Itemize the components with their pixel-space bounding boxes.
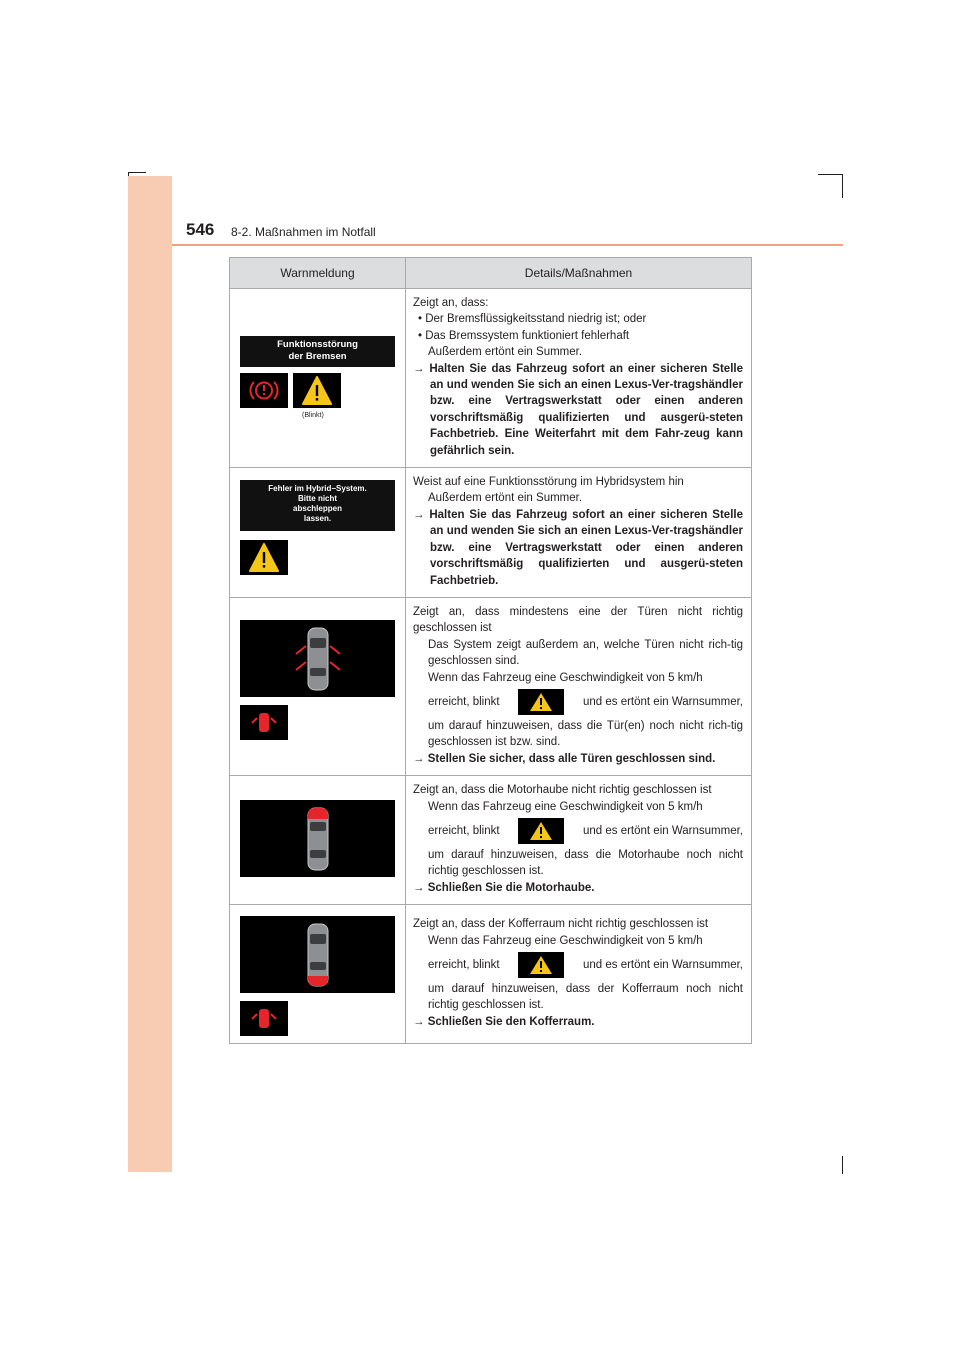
message-text: abschleppen (293, 504, 342, 514)
master-warning-icon (518, 689, 564, 715)
action-label: Schließen Sie den Kofferraum. (427, 1015, 595, 1028)
table-row (230, 905, 752, 1044)
detail-text: Zeigt an, dass: (413, 297, 489, 309)
blink-note: (Blinkt) (302, 412, 324, 419)
page-number: 546 (186, 220, 215, 239)
crop-mark (842, 174, 843, 198)
warning-display-cell (230, 776, 406, 905)
vehicle-door-display (240, 620, 395, 697)
crop-mark (842, 1156, 843, 1174)
door-open-icon (240, 705, 288, 740)
detail-text: und es ertönt ein Warnsummer, (582, 695, 743, 708)
action-label: Halten Sie das Fahrzeug sofort an einer sicheren Stelle an und wenden Sie sich an einen Lexus-Ver-tragshändler bzw. eine Vertragswerkstatt oder einen anderen vorschriftsmäßig qualifizierten und ausgerü-steten Fachbetrieb. Eine Weiterfahrt mit dem Fahr-zeug kann gefährlich sein. (429, 362, 743, 457)
door-open-icon (240, 1001, 288, 1036)
detail-text: erreicht, blinkt (428, 695, 500, 708)
message-text: der Bremsen (288, 351, 347, 362)
details-cell (406, 597, 752, 775)
crop-mark (128, 172, 129, 176)
detail-text: Außerdem ertönt ein Summer. (428, 492, 583, 505)
table-header-row (230, 258, 752, 289)
warning-display-cell (230, 289, 406, 468)
warning-display-cell (230, 597, 406, 775)
column-header-warning: Warnmeldung (230, 258, 406, 289)
warning-display-cell (230, 905, 406, 1044)
details-cell (406, 289, 752, 468)
master-warning-icon (518, 952, 564, 978)
warning-table (229, 257, 752, 1044)
action-label: Stellen Sie sicher, dass alle Türen geschlossen sind. (427, 752, 716, 765)
master-warning-icon (293, 373, 341, 408)
detail-text: um darauf hinzuweisen, dass die Tür(en) noch nicht rich-tig geschlossen ist bzw. sind. (428, 719, 743, 749)
table-row (230, 289, 752, 468)
detail-text: und es ertönt ein Warnsummer, (582, 958, 743, 971)
detail-text: und es ertönt ein Warnsummer, (582, 824, 743, 837)
arrow-icon: → (413, 752, 425, 765)
arrow-icon: → (413, 881, 425, 894)
detail-text: Weist auf eine Funktionsstörung im Hybridsystem hin (413, 476, 684, 489)
detail-text: Wenn das Fahrzeug eine Geschwindigkeit von 5 km/h (428, 671, 703, 684)
message-text: Fehler im Hybrid−System. (268, 484, 367, 494)
detail-text: Wenn das Fahrzeug eine Geschwindigkeit von 5 km/h (428, 800, 703, 813)
bullet-text: Das Bremssystem funktioniert fehlerhaft (425, 329, 630, 342)
bullet-item: • Das Bremssystem funktioniert fehlerhaft (418, 329, 630, 342)
message-text: Bitte nicht (297, 494, 338, 504)
arrow-icon: → (413, 1015, 425, 1028)
message-text: lassen. (303, 514, 332, 524)
detail-text: Das System zeigt außerdem an, welche Türen nicht rich-tig geschlossen sind. (428, 638, 743, 668)
table-row (230, 597, 752, 775)
action-text (413, 361, 743, 459)
blink-line (413, 952, 743, 978)
bullet-item: • Der Bremsflüssigkeitsstand niedrig ist; oder (418, 313, 647, 326)
blink-line (413, 689, 743, 715)
vehicle-trunk-display (240, 916, 395, 993)
action-label: Schließen Sie die Motorhaube. (427, 881, 595, 894)
detail-text: Zeigt an, dass die Motorhaube nicht richtig geschlossen ist (413, 784, 712, 797)
message-display (240, 480, 395, 531)
detail-text: um darauf hinzuweisen, dass der Kofferraum noch nicht richtig geschlossen ist. (428, 982, 743, 1012)
message-text: Funktionsstörung (277, 339, 358, 350)
detail-text: Zeigt an, dass der Kofferraum nicht richtig geschlossen ist (413, 918, 709, 931)
column-header-details: Details/Maßnahmen (406, 258, 752, 289)
section-title: 8-2. Maßnahmen im Notfall (231, 225, 376, 239)
detail-text: um darauf hinzuweisen, dass die Motorhaube noch nicht richtig geschlossen ist. (428, 848, 743, 878)
details-cell (406, 905, 752, 1044)
detail-text: Zeigt an, dass mindestens eine der Türen nicht richtig geschlossen ist (413, 605, 743, 635)
action-label: Halten Sie das Fahrzeug sofort an einer sicheren Stelle an und wenden Sie sich an einen Lexus-Ver-tragshändler bzw. eine Vertragswerkstatt oder einen anderen vorschriftsmäßig qualifizierten und ausgerü-steten Fachbetrieb. (429, 508, 743, 587)
bullet-text: Der Bremsflüssigkeitsstand niedrig ist; oder (425, 313, 647, 326)
master-warning-icon (518, 818, 564, 844)
warning-display-cell (230, 468, 406, 598)
brake-warning-icon (240, 373, 288, 408)
action-text (413, 1014, 743, 1030)
vehicle-hood-display (240, 800, 395, 877)
arrow-icon: → (413, 508, 425, 521)
crop-mark (818, 174, 842, 175)
message-display (240, 336, 395, 367)
detail-text: erreicht, blinkt (428, 824, 500, 837)
action-text (413, 507, 743, 589)
details-cell (406, 776, 752, 905)
detail-text: Wenn das Fahrzeug eine Geschwindigkeit von 5 km/h (428, 934, 703, 947)
table-row (230, 468, 752, 598)
master-warning-icon (240, 540, 288, 575)
arrow-icon: → (413, 362, 425, 375)
details-cell (406, 468, 752, 598)
action-text (413, 880, 743, 896)
action-text (413, 751, 743, 767)
detail-text: Außerdem ertönt ein Summer. (428, 346, 583, 359)
chapter-tab-bar (128, 176, 172, 1172)
crop-mark (128, 172, 146, 173)
blink-line (413, 818, 743, 844)
table-row (230, 776, 752, 905)
header-rule (172, 244, 843, 246)
detail-text: erreicht, blinkt (428, 958, 500, 971)
